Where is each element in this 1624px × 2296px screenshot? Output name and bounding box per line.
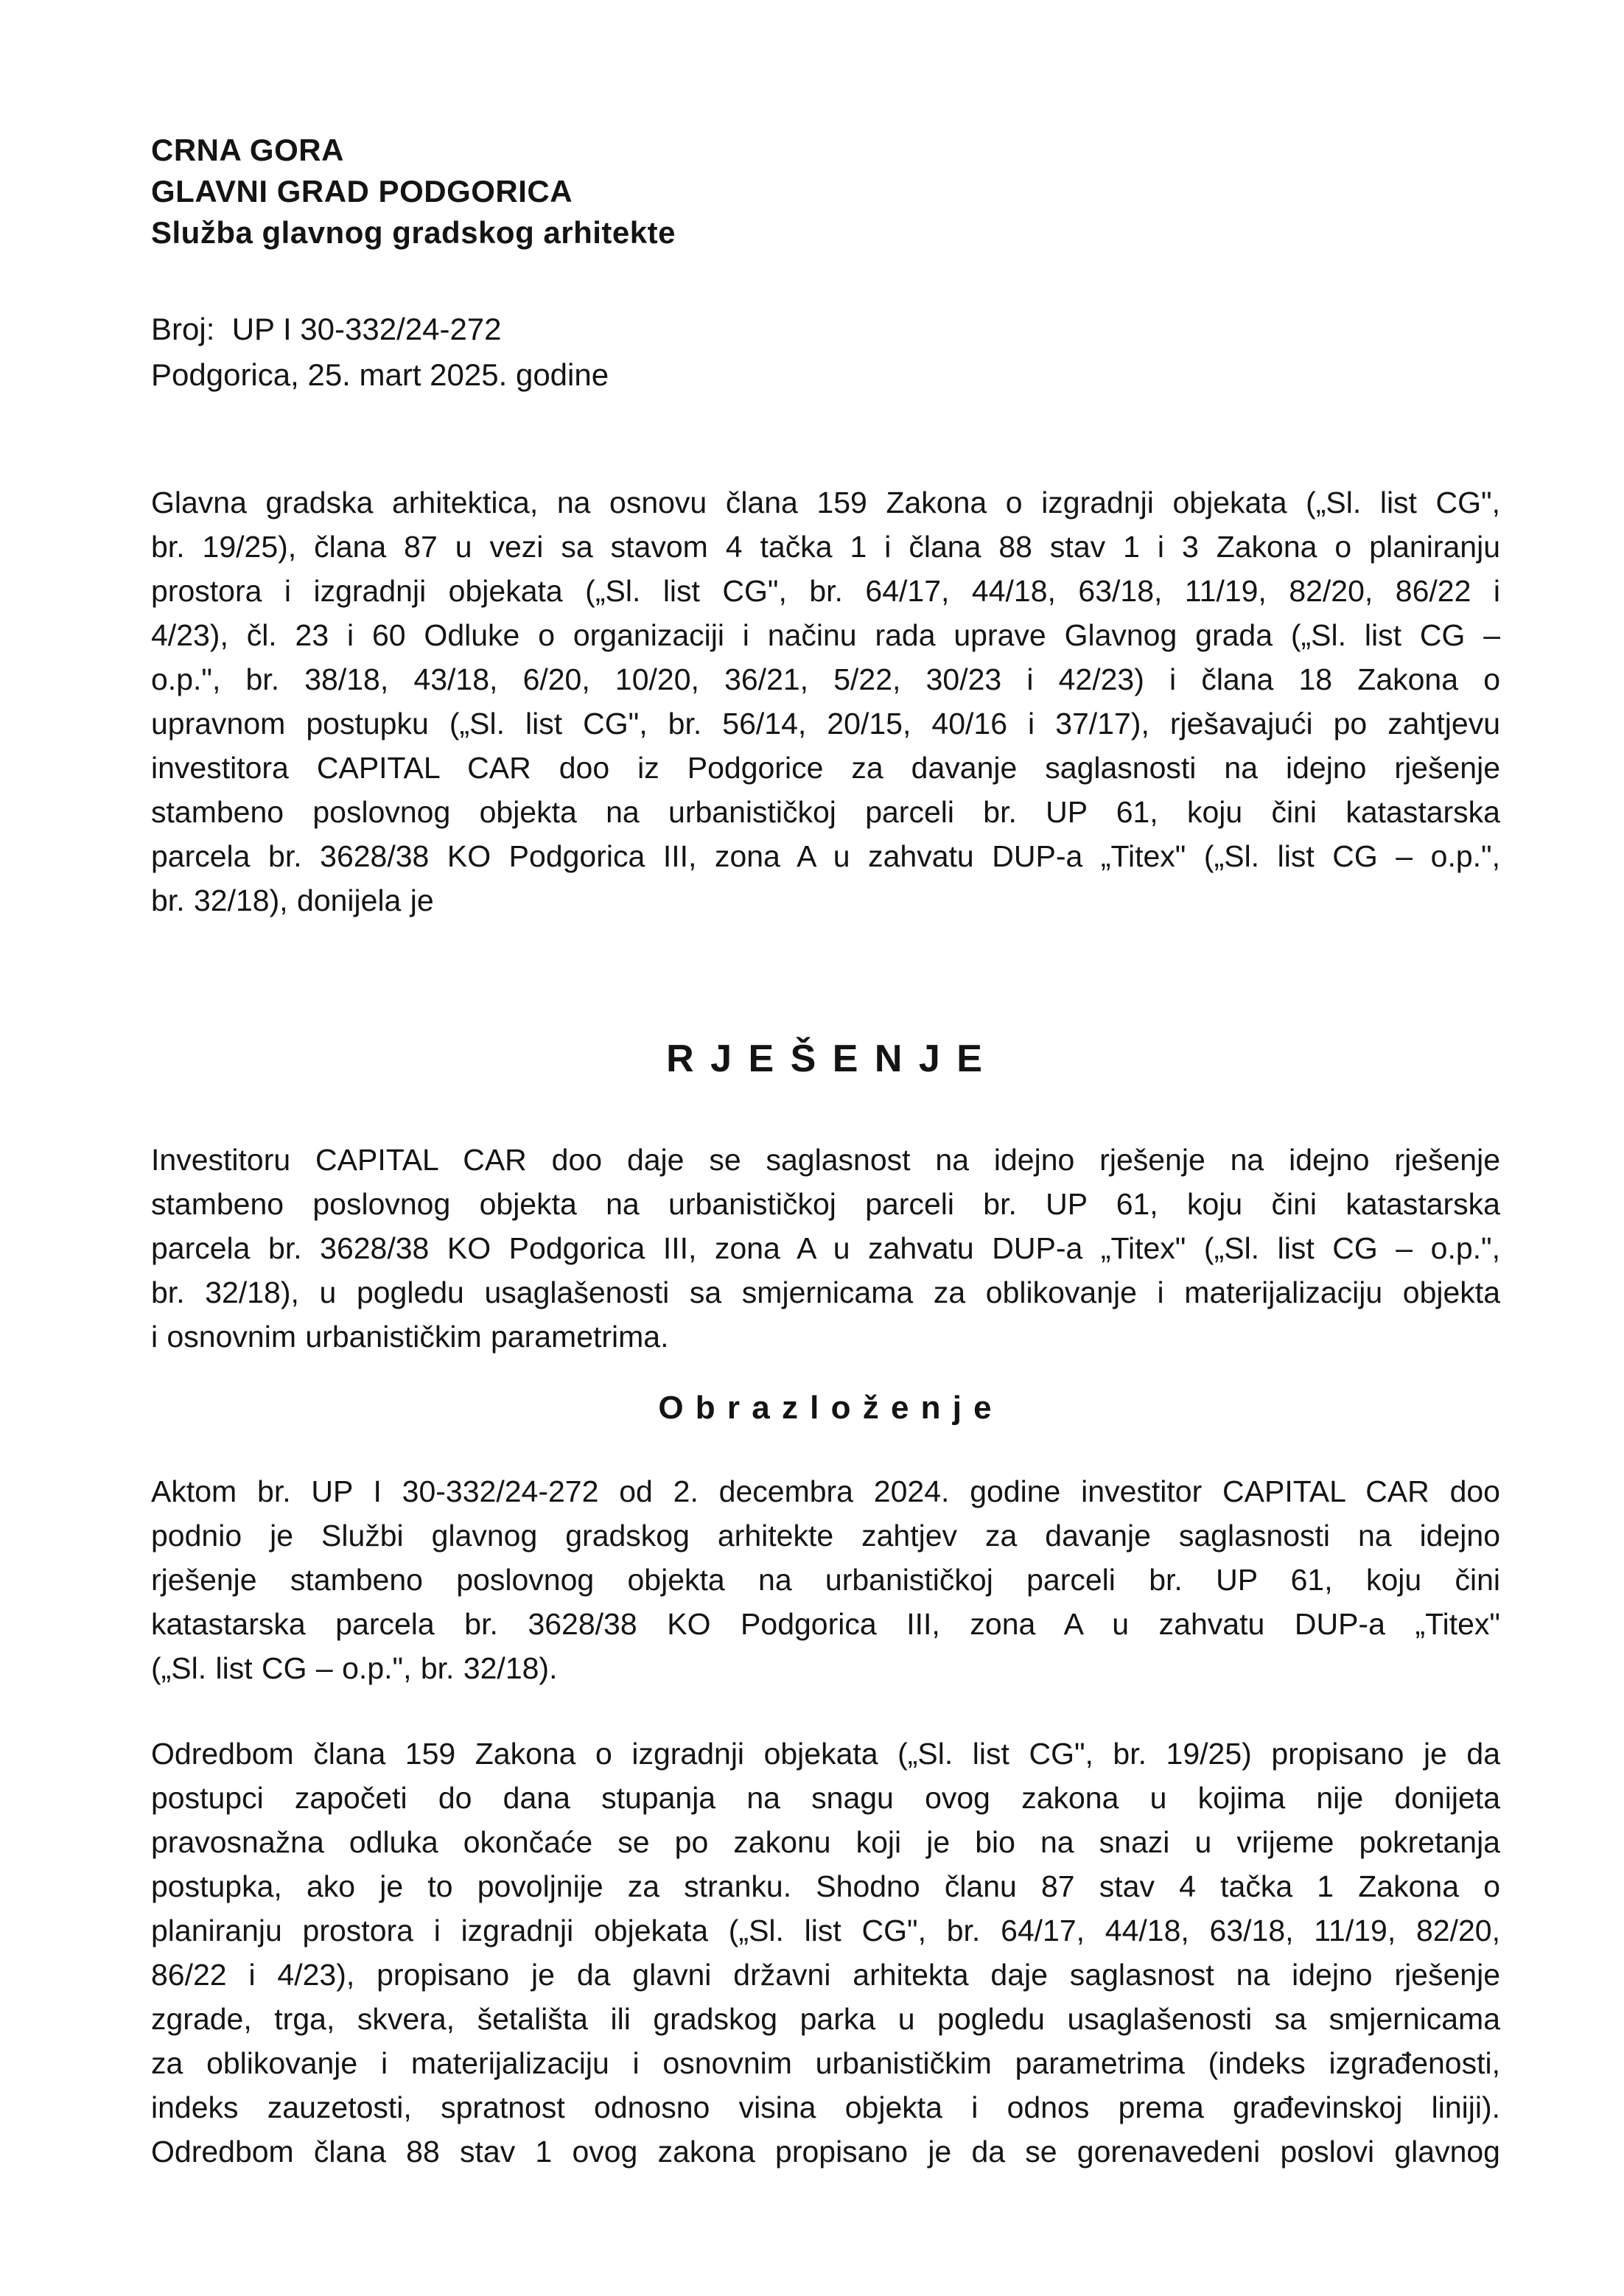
text-line: parcela br. 3628/38 KO Podgorica III, zona A u zahvatu DUP-a „Titex" („Sl. list CG – o.p.", [151, 839, 1500, 873]
text-line: o.p.", br. 38/18, 43/18, 6/20, 10/20, 36/21, 5/22, 30/23 i 42/23) i člana 18 Zakona o [151, 662, 1500, 696]
text-line: katastarska parcela br. 3628/38 KO Podgorica III, zona A u zahvatu DUP-a „Titex" [151, 1607, 1500, 1641]
text-line: br. 19/25), člana 87 u vezi sa stavom 4 tačka 1 i člana 88 stav 1 i 3 Zakona o planiranju [151, 530, 1500, 564]
text-line: 4/23), čl. 23 i 60 Odluke o organizaciji i načinu rada uprave Glavnog grada („Sl. list CG – [151, 618, 1500, 652]
text-line: upravnom postupku („Sl. list CG", br. 56/14, 20/15, 40/16 i 37/17), rješavajući po zahtjevu [151, 707, 1500, 741]
text-line: zgrade, trga, skvera, šetališta ili gradskog parka u pogledu usaglašenosti sa smjernicama [151, 2002, 1500, 2036]
text-line: postupka, ako je to povoljnije za stranku. Shodno članu 87 stav 4 tačka 1 Zakona o [151, 1869, 1500, 1903]
letterhead-office: Služba glavnog gradskog arhitekte [151, 215, 676, 250]
letterhead-city: GLAVNI GRAD PODGORICA [151, 174, 573, 209]
text-line: pravosnažna odluka okončaće se po zakonu koji je bio na snazi u vrijeme pokretanja [151, 1825, 1500, 1859]
place-date-line: Podgorica, 25. mart 2025. godine [151, 357, 609, 392]
text-line: Odredbom člana 88 stav 1 ovog zakona propisano je da se gorenavedeni poslovi glavnog [151, 2135, 1500, 2169]
text-line: planiranju prostora i izgradnji objekata („Sl. list CG", br. 64/17, 44/18, 63/18, 11/19, 82/20, [151, 1914, 1500, 1947]
text-line: prostora i izgradnji objekata („Sl. list CG", br. 64/17, 44/18, 63/18, 11/19, 82/20, 86/22 i [151, 574, 1500, 608]
text-line: za oblikovanje i materijalizaciju i osnovnim urbanističkim parametrima (indeks izgrađenosti, [151, 2046, 1500, 2080]
text-line: 86/22 i 4/23), propisano je da glavni državni arhitekta daje saglasnost na idejno rješenje [151, 1958, 1500, 1992]
text-line: postupci započeti do dana stupanja na snagu ovog zakona u kojima nije donijeta [151, 1781, 1500, 1815]
case-number-line: Broj: UP I 30-332/24-272 [151, 312, 502, 346]
text-line: stambeno poslovnog objekta na urbanističkoj parceli br. UP 61, koju čini katastarska [151, 1187, 1500, 1221]
case-meta [151, 307, 1500, 398]
text-line: Odredbom člana 159 Zakona o izgradnji objekata („Sl. list CG", br. 19/25) propisano je da [151, 1737, 1500, 1771]
rationale-paragraph-2 [151, 1732, 1500, 2174]
text-line: indeks zauzetosti, spratnost odnosno visina objekta i odnos prema građevinskoj liniji). [151, 2090, 1500, 2124]
text-line: investitora CAPITAL CAR doo iz Podgorice za davanje saglasnosti na idejno rješenje [151, 751, 1500, 785]
intro-paragraph [151, 480, 1500, 923]
text-line: Investitoru CAPITAL CAR doo daje se saglasnost na idejno rješenje na idejno rješenje [151, 1143, 1500, 1177]
text-line: br. 32/18), donijela je [151, 883, 434, 917]
letterhead [151, 130, 1500, 253]
text-line: i osnovnim urbanističkim parametrima. [151, 1320, 669, 1354]
rationale-paragraph-1 [151, 1469, 1500, 1690]
text-line: Glavna gradska arhitektica, na osnovu člana 159 Zakona o izgradnji objekata („Sl. list CG", [151, 486, 1500, 519]
rationale-heading: O b r a z l o ž e n j e [658, 1390, 993, 1426]
decision-paragraph [151, 1138, 1500, 1359]
decision-heading: R J E Š E N J E [666, 1037, 985, 1080]
text-line: Aktom br. UP I 30-332/24-272 od 2. decembra 2024. godine investitor CAPITAL CAR doo [151, 1474, 1500, 1508]
text-line: rješenje stambeno poslovnog objekta na urbanističkoj parceli br. UP 61, koju čini [151, 1563, 1500, 1597]
text-line: („Sl. list CG – o.p.", br. 32/18). [151, 1651, 558, 1685]
text-line: podnio je Službi glavnog gradskog arhitekte zahtjev za davanje saglasnosti na idejno [151, 1519, 1500, 1553]
text-line: br. 32/18), u pogledu usaglašenosti sa smjernicama za oblikovanje i materijalizaciju objekta [151, 1275, 1500, 1309]
letterhead-country: CRNA GORA [151, 133, 344, 167]
text-line: parcela br. 3628/38 KO Podgorica III, zona A u zahvatu DUP-a „Titex" („Sl. list CG – o.p.", [151, 1231, 1500, 1265]
text-line: stambeno poslovnog objekta na urbanističkoj parceli br. UP 61, koju čini katastarska [151, 795, 1500, 829]
